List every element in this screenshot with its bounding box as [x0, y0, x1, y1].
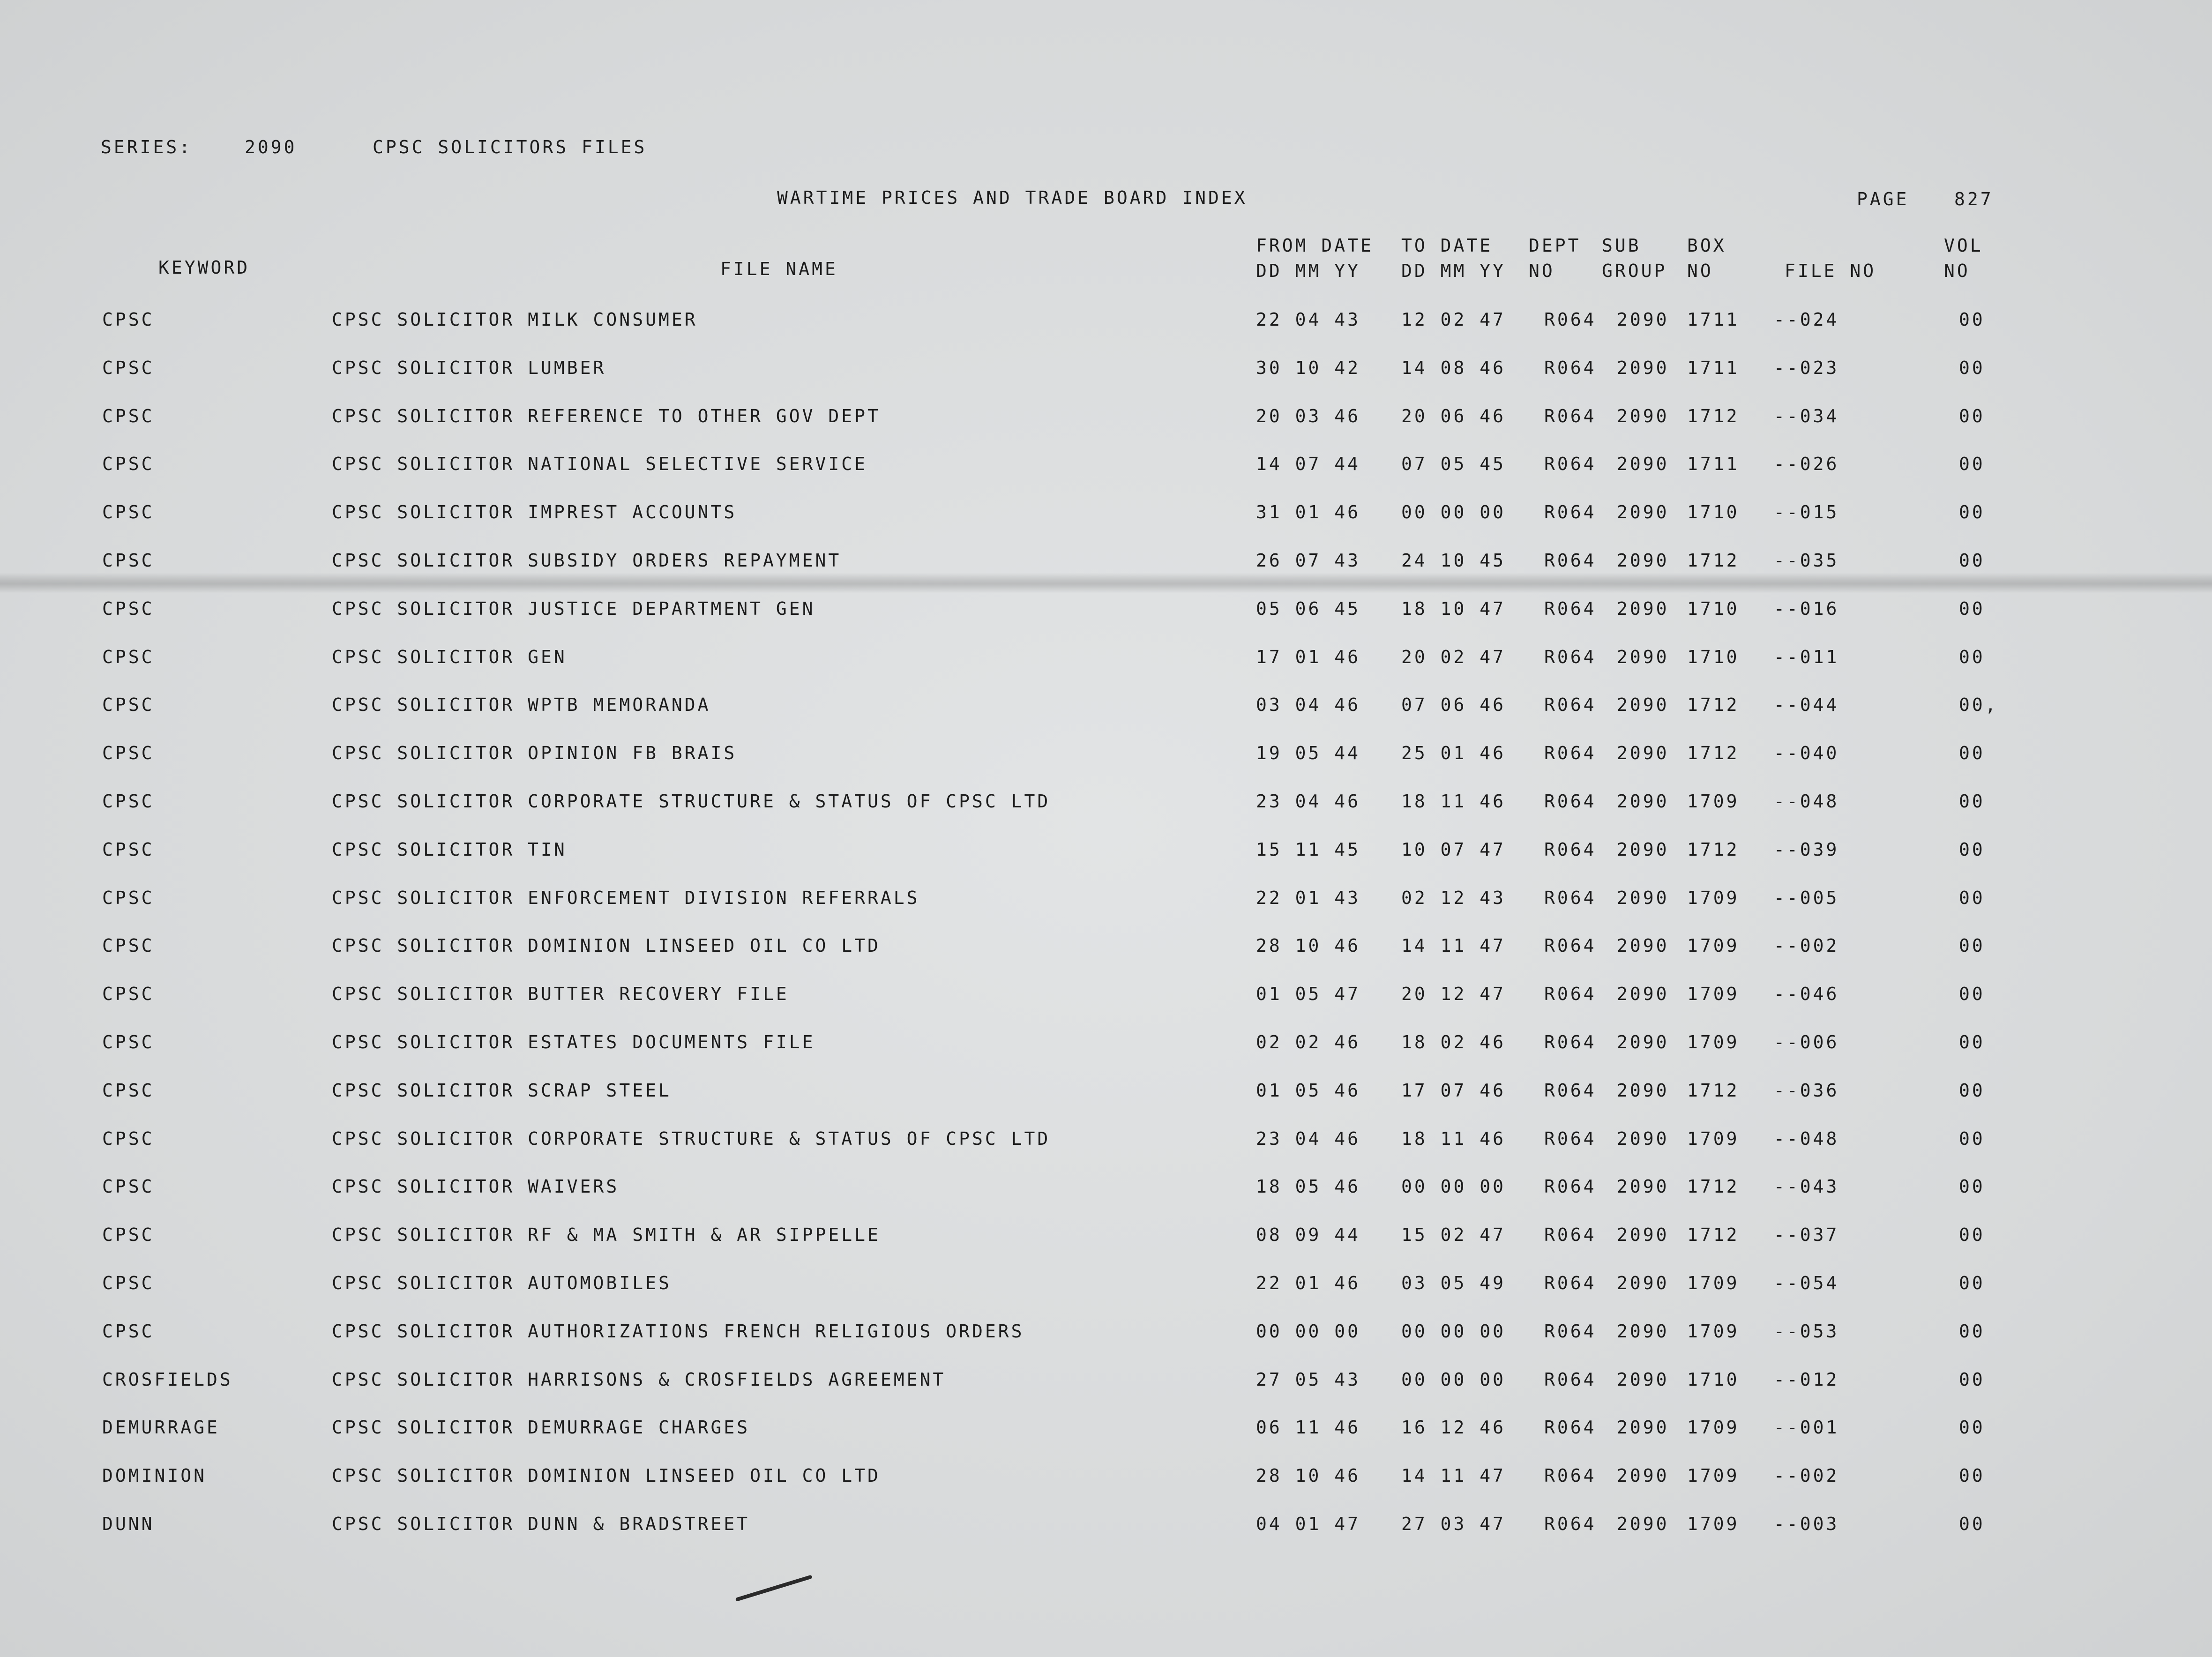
row-file-no: --005 [1774, 888, 1839, 908]
row-sub-group: 2090 [1617, 984, 1669, 1004]
row-dept-no: R064 [1544, 647, 1597, 667]
row-dept-no: R064 [1544, 1273, 1597, 1293]
row-sub-group: 2090 [1617, 888, 1669, 908]
row-file-name: CPSC SOLICITOR DEMURRAGE CHARGES [332, 1417, 750, 1438]
row-vol-no: 00, [1959, 694, 1998, 715]
row-to-date: 10 07 47 [1401, 839, 1506, 860]
row-file-name: CPSC SOLICITOR RF & MA SMITH & AR SIPPELLE [332, 1224, 881, 1245]
row-sub-group: 2090 [1617, 1321, 1669, 1342]
row-to-date: 14 08 46 [1401, 358, 1506, 378]
row-keyword: CPSC [102, 647, 155, 667]
row-file-name: CPSC SOLICITOR OPINION FB BRAIS [332, 743, 737, 763]
row-file-no: --054 [1774, 1273, 1839, 1293]
row-file-name: CPSC SOLICITOR CORPORATE STRUCTURE & STATUS OF CPSC LTD [332, 791, 1051, 812]
row-vol-no: 00 [1959, 406, 1985, 426]
row-vol-no: 00 [1959, 791, 1985, 812]
row-sub-group: 2090 [1617, 1465, 1669, 1486]
row-box-no: 1710 [1687, 598, 1740, 619]
col-box-bottom: NO [1687, 261, 1713, 281]
row-to-date: 16 12 46 [1401, 1417, 1506, 1438]
row-sub-group: 2090 [1617, 598, 1669, 619]
row-to-date: 18 02 46 [1401, 1032, 1506, 1052]
col-to-date-top: TO DATE [1401, 235, 1493, 256]
row-file-name: CPSC SOLICITOR GEN [332, 647, 567, 667]
row-to-date: 18 11 46 [1401, 791, 1506, 812]
table-row [0, 1172, 2212, 1201]
row-box-no: 1711 [1687, 358, 1740, 378]
row-file-no: --044 [1774, 694, 1839, 715]
page-label: PAGE [1857, 189, 1909, 209]
row-to-date: 12 02 47 [1401, 309, 1506, 330]
row-vol-no: 00 [1959, 1369, 1985, 1390]
row-keyword: CPSC [102, 598, 155, 619]
row-sub-group: 2090 [1617, 1128, 1669, 1149]
row-from-date: 06 11 46 [1256, 1417, 1361, 1438]
row-box-no: 1710 [1687, 647, 1740, 667]
row-vol-no: 00 [1959, 888, 1985, 908]
row-keyword: CPSC [102, 1080, 155, 1101]
row-vol-no: 00 [1959, 1465, 1985, 1486]
row-file-name: CPSC SOLICITOR MILK CONSUMER [332, 309, 698, 330]
row-sub-group: 2090 [1617, 1176, 1669, 1197]
row-file-name: CPSC SOLICITOR SCRAP STEEL [332, 1080, 672, 1101]
row-keyword: DUNN [102, 1514, 155, 1534]
row-from-date: 22 01 46 [1256, 1273, 1361, 1293]
row-from-date: 18 05 46 [1256, 1176, 1361, 1197]
row-to-date: 14 11 47 [1401, 1465, 1506, 1486]
table-row [0, 884, 2212, 912]
page-number: 827 [1954, 189, 1994, 209]
row-sub-group: 2090 [1617, 1080, 1669, 1101]
table-row [0, 450, 2212, 478]
row-dept-no: R064 [1544, 1128, 1597, 1149]
table-row [0, 739, 2212, 767]
row-box-no: 1710 [1687, 502, 1740, 522]
table-row [0, 1221, 2212, 1249]
row-sub-group: 2090 [1617, 694, 1669, 715]
table-row [0, 836, 2212, 864]
row-sub-group: 2090 [1617, 550, 1669, 571]
table-row [0, 1462, 2212, 1490]
row-sub-group: 2090 [1617, 1224, 1669, 1245]
row-box-no: 1709 [1687, 791, 1740, 812]
row-to-date: 07 05 45 [1401, 454, 1506, 474]
row-dept-no: R064 [1544, 1369, 1597, 1390]
row-file-no: --046 [1774, 984, 1839, 1004]
row-sub-group: 2090 [1617, 935, 1669, 956]
row-file-name: CPSC SOLICITOR AUTHORIZATIONS FRENCH RELIGIOUS ORDERS [332, 1321, 1024, 1342]
row-box-no: 1710 [1687, 1369, 1740, 1390]
row-file-no: --048 [1774, 791, 1839, 812]
row-sub-group: 2090 [1617, 791, 1669, 812]
row-sub-group: 2090 [1617, 743, 1669, 763]
row-file-name: CPSC SOLICITOR CORPORATE STRUCTURE & STATUS OF CPSC LTD [332, 1128, 1051, 1149]
row-keyword: CPSC [102, 454, 155, 474]
row-dept-no: R064 [1544, 984, 1597, 1004]
row-vol-no: 00 [1959, 454, 1985, 474]
row-sub-group: 2090 [1617, 1417, 1669, 1438]
row-from-date: 14 07 44 [1256, 454, 1361, 474]
row-vol-no: 00 [1959, 309, 1985, 330]
row-file-no: --048 [1774, 1128, 1839, 1149]
row-to-date: 20 06 46 [1401, 406, 1506, 426]
row-dept-no: R064 [1544, 454, 1597, 474]
row-vol-no: 00 [1959, 598, 1985, 619]
row-from-date: 30 10 42 [1256, 358, 1361, 378]
row-vol-no: 00 [1959, 1128, 1985, 1149]
row-box-no: 1711 [1687, 454, 1740, 474]
row-sub-group: 2090 [1617, 1514, 1669, 1534]
row-box-no: 1709 [1687, 1032, 1740, 1052]
row-keyword: CPSC [102, 1128, 155, 1149]
row-from-date: 01 05 46 [1256, 1080, 1361, 1101]
row-keyword: CPSC [102, 935, 155, 956]
row-sub-group: 2090 [1617, 406, 1669, 426]
row-keyword: CPSC [102, 550, 155, 571]
row-box-no: 1712 [1687, 694, 1740, 715]
row-from-date: 03 04 46 [1256, 694, 1361, 715]
row-keyword: CPSC [102, 1273, 155, 1293]
row-from-date: 22 04 43 [1256, 309, 1361, 330]
table-row [0, 1510, 2212, 1538]
row-to-date: 00 00 00 [1401, 1369, 1506, 1390]
row-dept-no: R064 [1544, 550, 1597, 571]
row-to-date: 03 05 49 [1401, 1273, 1506, 1293]
row-dept-no: R064 [1544, 1417, 1597, 1438]
row-dept-no: R064 [1544, 1514, 1597, 1534]
row-file-no: --001 [1774, 1417, 1839, 1438]
row-sub-group: 2090 [1617, 1369, 1669, 1390]
table-row [0, 498, 2212, 526]
col-vol-bottom: NO [1944, 261, 1970, 281]
row-box-no: 1709 [1687, 1273, 1740, 1293]
table-row [0, 1028, 2212, 1056]
table-row [0, 980, 2212, 1008]
row-box-no: 1709 [1687, 1417, 1740, 1438]
row-dept-no: R064 [1544, 791, 1597, 812]
row-file-no: --002 [1774, 1465, 1839, 1486]
row-keyword: CPSC [102, 1224, 155, 1245]
row-box-no: 1712 [1687, 550, 1740, 571]
row-sub-group: 2090 [1617, 839, 1669, 860]
row-sub-group: 2090 [1617, 309, 1669, 330]
row-vol-no: 00 [1959, 984, 1985, 1004]
row-to-date: 20 12 47 [1401, 984, 1506, 1004]
row-dept-no: R064 [1544, 1465, 1597, 1486]
row-dept-no: R064 [1544, 839, 1597, 860]
row-keyword: CPSC [102, 502, 155, 522]
row-file-name: CPSC SOLICITOR IMPREST ACCOUNTS [332, 502, 737, 522]
row-file-no: --040 [1774, 743, 1839, 763]
row-keyword: CPSC [102, 358, 155, 378]
row-keyword: DEMURRAGE [102, 1417, 220, 1438]
row-dept-no: R064 [1544, 888, 1597, 908]
col-sub-group-bottom: GROUP [1602, 261, 1667, 281]
col-from-date-top: FROM DATE [1256, 235, 1374, 256]
row-box-no: 1712 [1687, 1080, 1740, 1101]
row-from-date: 19 05 44 [1256, 743, 1361, 763]
row-to-date: 07 06 46 [1401, 694, 1506, 715]
row-vol-no: 00 [1959, 1032, 1985, 1052]
row-to-date: 00 00 00 [1401, 1321, 1506, 1342]
row-vol-no: 00 [1959, 358, 1985, 378]
table-row [0, 306, 2212, 334]
row-from-date: 20 03 46 [1256, 406, 1361, 426]
row-from-date: 17 01 46 [1256, 647, 1361, 667]
row-dept-no: R064 [1544, 598, 1597, 619]
row-vol-no: 00 [1959, 1176, 1985, 1197]
row-box-no: 1709 [1687, 935, 1740, 956]
row-keyword: CPSC [102, 888, 155, 908]
row-dept-no: R064 [1544, 406, 1597, 426]
table-row [0, 1125, 2212, 1153]
row-sub-group: 2090 [1617, 647, 1669, 667]
row-file-no: --002 [1774, 935, 1839, 956]
row-keyword: CPSC [102, 694, 155, 715]
row-to-date: 18 10 47 [1401, 598, 1506, 619]
row-file-no: --043 [1774, 1176, 1839, 1197]
series-number: 2090 [245, 137, 297, 157]
row-from-date: 08 09 44 [1256, 1224, 1361, 1245]
row-file-no: --053 [1774, 1321, 1839, 1342]
row-box-no: 1712 [1687, 1224, 1740, 1245]
row-file-no: --006 [1774, 1032, 1839, 1052]
row-file-name: CPSC SOLICITOR NATIONAL SELECTIVE SERVICE [332, 454, 867, 474]
row-dept-no: R064 [1544, 1176, 1597, 1197]
row-file-no: --037 [1774, 1224, 1839, 1245]
series-title: CPSC SOLICITORS FILES [373, 137, 647, 157]
row-vol-no: 00 [1959, 647, 1985, 667]
table-row [0, 595, 2212, 623]
row-keyword: CPSC [102, 1321, 155, 1342]
row-box-no: 1712 [1687, 743, 1740, 763]
row-to-date: 24 10 45 [1401, 550, 1506, 571]
table-row [0, 354, 2212, 382]
row-vol-no: 00 [1959, 839, 1985, 860]
row-keyword: DOMINION [102, 1465, 207, 1486]
row-vol-no: 00 [1959, 550, 1985, 571]
row-vol-no: 00 [1959, 502, 1985, 522]
row-keyword: CPSC [102, 1032, 155, 1052]
row-from-date: 23 04 46 [1256, 1128, 1361, 1149]
col-file-name: FILE NAME [720, 259, 838, 279]
table-row [0, 932, 2212, 960]
col-dept-bottom: NO [1529, 261, 1555, 281]
table-row [0, 643, 2212, 671]
row-file-name: CPSC SOLICITOR AUTOMOBILES [332, 1273, 672, 1293]
row-file-no: --012 [1774, 1369, 1839, 1390]
row-file-name: CPSC SOLICITOR ESTATES DOCUMENTS FILE [332, 1032, 815, 1052]
row-file-name: CPSC SOLICITOR SUBSIDY ORDERS REPAYMENT [332, 550, 842, 571]
row-vol-no: 00 [1959, 1321, 1985, 1342]
row-from-date: 31 01 46 [1256, 502, 1361, 522]
row-keyword: CPSC [102, 309, 155, 330]
row-file-no: --035 [1774, 550, 1839, 571]
row-dept-no: R064 [1544, 309, 1597, 330]
table-row [0, 691, 2212, 719]
row-sub-group: 2090 [1617, 502, 1669, 522]
row-dept-no: R064 [1544, 1032, 1597, 1052]
row-file-name: CPSC SOLICITOR LUMBER [332, 358, 606, 378]
row-to-date: 27 03 47 [1401, 1514, 1506, 1534]
row-from-date: 15 11 45 [1256, 839, 1361, 860]
col-keyword: KEYWORD [158, 257, 250, 278]
row-keyword: CPSC [102, 791, 155, 812]
row-keyword: CPSC [102, 839, 155, 860]
row-from-date: 26 07 43 [1256, 550, 1361, 571]
row-to-date: 14 11 47 [1401, 935, 1506, 956]
col-sub-group-top: SUB [1602, 235, 1641, 256]
col-to-date-bottom: DD MM YY [1401, 261, 1506, 281]
row-box-no: 1712 [1687, 406, 1740, 426]
row-sub-group: 2090 [1617, 1032, 1669, 1052]
row-box-no: 1712 [1687, 1176, 1740, 1197]
row-from-date: 28 10 46 [1256, 1465, 1361, 1486]
row-dept-no: R064 [1544, 358, 1597, 378]
row-file-name: CPSC SOLICITOR REFERENCE TO OTHER GOV DEPT [332, 406, 881, 426]
row-file-name: CPSC SOLICITOR DOMINION LINSEED OIL CO LTD [332, 1465, 881, 1486]
row-sub-group: 2090 [1617, 454, 1669, 474]
row-dept-no: R064 [1544, 1080, 1597, 1101]
row-keyword: CPSC [102, 984, 155, 1004]
row-keyword: CPSC [102, 1176, 155, 1197]
row-from-date: 05 06 45 [1256, 598, 1361, 619]
row-file-no: --026 [1774, 454, 1839, 474]
row-from-date: 27 05 43 [1256, 1369, 1361, 1390]
row-keyword: CROSFIELDS [102, 1369, 233, 1390]
row-to-date: 00 00 00 [1401, 1176, 1506, 1197]
col-box-top: BOX [1687, 235, 1726, 256]
row-vol-no: 00 [1959, 1417, 1985, 1438]
row-box-no: 1712 [1687, 839, 1740, 860]
col-vol-top: VOL [1944, 235, 1983, 256]
table-row [0, 546, 2212, 575]
row-vol-no: 00 [1959, 1224, 1985, 1245]
row-file-no: --016 [1774, 598, 1839, 619]
row-from-date: 23 04 46 [1256, 791, 1361, 812]
row-file-no: --015 [1774, 502, 1839, 522]
row-from-date: 28 10 46 [1256, 935, 1361, 956]
row-dept-no: R064 [1544, 694, 1597, 715]
row-file-name: CPSC SOLICITOR DOMINION LINSEED OIL CO LTD [332, 935, 881, 956]
row-file-name: CPSC SOLICITOR JUSTICE DEPARTMENT GEN [332, 598, 815, 619]
row-file-name: CPSC SOLICITOR WAIVERS [332, 1176, 620, 1197]
table-row [0, 1269, 2212, 1297]
col-dept-top: DEPT [1529, 235, 1581, 256]
row-from-date: 02 02 46 [1256, 1032, 1361, 1052]
table-row [0, 1076, 2212, 1105]
row-file-no: --011 [1774, 647, 1839, 667]
row-file-no: --023 [1774, 358, 1839, 378]
row-from-date: 22 01 43 [1256, 888, 1361, 908]
row-file-name: CPSC SOLICITOR ENFORCEMENT DIVISION REFERRALS [332, 888, 920, 908]
row-dept-no: R064 [1544, 1321, 1597, 1342]
table-row [0, 1413, 2212, 1441]
row-to-date: 25 01 46 [1401, 743, 1506, 763]
row-file-name: CPSC SOLICITOR DUNN & BRADSTREET [332, 1514, 750, 1534]
row-box-no: 1709 [1687, 1514, 1740, 1534]
row-from-date: 00 00 00 [1256, 1321, 1361, 1342]
row-to-date: 18 11 46 [1401, 1128, 1506, 1149]
row-from-date: 04 01 47 [1256, 1514, 1361, 1534]
row-to-date: 00 00 00 [1401, 502, 1506, 522]
series-label: SERIES: [101, 137, 193, 157]
table-row [0, 1317, 2212, 1345]
table-row [0, 1366, 2212, 1394]
row-file-no: --003 [1774, 1514, 1839, 1534]
row-file-name: CPSC SOLICITOR HARRISONS & CROSFIELDS AGREEMENT [332, 1369, 946, 1390]
row-box-no: 1711 [1687, 309, 1740, 330]
row-vol-no: 00 [1959, 1080, 1985, 1101]
row-to-date: 20 02 47 [1401, 647, 1506, 667]
row-file-name: CPSC SOLICITOR WPTB MEMORANDA [332, 694, 711, 715]
row-dept-no: R064 [1544, 1224, 1597, 1245]
row-file-no: --039 [1774, 839, 1839, 860]
row-vol-no: 00 [1959, 935, 1985, 956]
row-box-no: 1709 [1687, 984, 1740, 1004]
index-title: WARTIME PRICES AND TRADE BOARD INDEX [777, 187, 1248, 208]
row-from-date: 01 05 47 [1256, 984, 1361, 1004]
row-keyword: CPSC [102, 743, 155, 763]
col-from-date-bottom: DD MM YY [1256, 261, 1361, 281]
row-keyword: CPSC [102, 406, 155, 426]
table-row [0, 402, 2212, 430]
row-file-name: CPSC SOLICITOR BUTTER RECOVERY FILE [332, 984, 789, 1004]
row-vol-no: 00 [1959, 1273, 1985, 1293]
row-dept-no: R064 [1544, 743, 1597, 763]
row-to-date: 02 12 43 [1401, 888, 1506, 908]
row-dept-no: R064 [1544, 502, 1597, 522]
row-box-no: 1709 [1687, 1321, 1740, 1342]
pen-mark [735, 1575, 813, 1601]
scan-streak [0, 573, 2212, 593]
row-file-no: --024 [1774, 309, 1839, 330]
col-file-no: FILE NO [1785, 261, 1876, 281]
row-box-no: 1709 [1687, 1128, 1740, 1149]
row-to-date: 15 02 47 [1401, 1224, 1506, 1245]
row-dept-no: R064 [1544, 935, 1597, 956]
row-file-name: CPSC SOLICITOR TIN [332, 839, 567, 860]
row-box-no: 1709 [1687, 888, 1740, 908]
row-sub-group: 2090 [1617, 358, 1669, 378]
row-box-no: 1709 [1687, 1465, 1740, 1486]
row-sub-group: 2090 [1617, 1273, 1669, 1293]
row-to-date: 17 07 46 [1401, 1080, 1506, 1101]
row-file-no: --036 [1774, 1080, 1839, 1101]
row-file-no: --034 [1774, 406, 1839, 426]
row-vol-no: 00 [1959, 1514, 1985, 1534]
table-row [0, 787, 2212, 815]
row-vol-no: 00 [1959, 743, 1985, 763]
